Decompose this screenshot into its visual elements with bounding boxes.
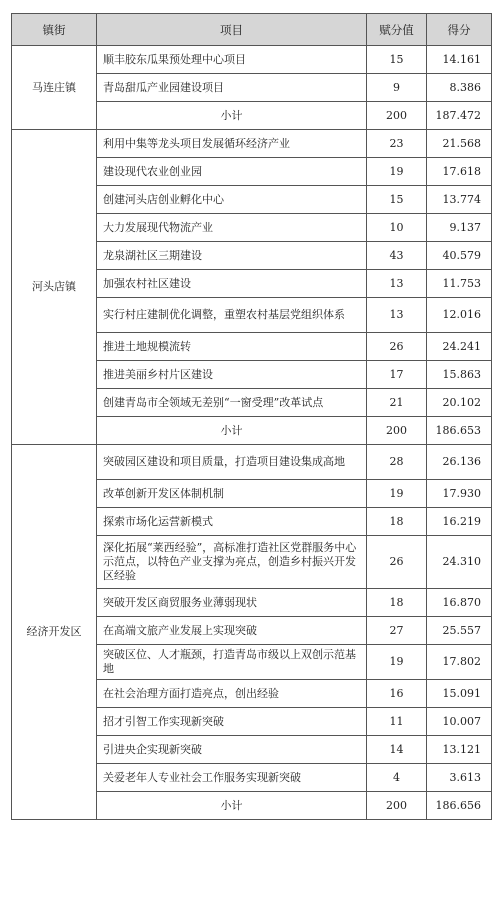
project-cell: 青岛甜瓜产业园建设项目 [97, 74, 367, 102]
project-cell: 突破开发区商贸服务业薄弱现状 [97, 589, 367, 617]
score-cell: 17 [367, 361, 427, 389]
project-cell: 推进美丽乡村片区建设 [97, 361, 367, 389]
project-cell: 建设现代农业创业园 [97, 158, 367, 186]
score-cell: 14 [367, 736, 427, 764]
project-cell: 实行村庄建制优化调整，重塑农村基层党组织体系 [97, 298, 367, 333]
subtotal-label: 小计 [97, 102, 367, 130]
header-project: 项目 [97, 14, 367, 46]
table-row [12, 130, 492, 158]
project-cell: 推进土地规模流转 [97, 333, 367, 361]
score-cell: 23 [367, 130, 427, 158]
project-cell: 引进央企实现新突破 [97, 736, 367, 764]
score-cell: 9 [367, 74, 427, 102]
subtotal-score: 200 [367, 417, 427, 445]
score-cell: 26 [367, 333, 427, 361]
score-cell: 28 [367, 445, 427, 480]
town-cell: 经济开发区 [12, 445, 97, 820]
score-cell: 19 [367, 645, 427, 680]
score-cell: 4 [367, 764, 427, 792]
got-cell: 12.016 [427, 298, 492, 333]
got-cell: 17.930 [427, 480, 492, 508]
project-cell: 突破园区建设和项目质量，打造项目建设集成高地 [97, 445, 367, 480]
got-cell: 26.136 [427, 445, 492, 480]
score-cell: 16 [367, 680, 427, 708]
subtotal-got: 186.656 [427, 792, 492, 820]
header-score: 赋分值 [367, 14, 427, 46]
got-cell: 11.753 [427, 270, 492, 298]
subtotal-score: 200 [367, 102, 427, 130]
score-cell: 10 [367, 214, 427, 242]
project-cell: 创建河头店创业孵化中心 [97, 186, 367, 214]
subtotal-label: 小计 [97, 417, 367, 445]
table-row [12, 445, 492, 480]
got-cell: 13.121 [427, 736, 492, 764]
project-cell: 在高端文旅产业发展上实现突破 [97, 617, 367, 645]
score-cell: 15 [367, 46, 427, 74]
got-cell: 16.219 [427, 508, 492, 536]
score-cell: 19 [367, 158, 427, 186]
got-cell: 3.613 [427, 764, 492, 792]
got-cell: 13.774 [427, 186, 492, 214]
got-cell: 14.161 [427, 46, 492, 74]
score-table-container [11, 13, 492, 820]
got-cell: 24.310 [427, 536, 492, 589]
got-cell: 15.091 [427, 680, 492, 708]
project-cell: 顺丰胶东瓜果预处理中心项目 [97, 46, 367, 74]
got-cell: 8.386 [427, 74, 492, 102]
got-cell: 24.241 [427, 333, 492, 361]
score-cell: 43 [367, 242, 427, 270]
got-cell: 25.557 [427, 617, 492, 645]
project-cell: 突破区位、人才瓶颈，打造青岛市级以上双创示范基地 [97, 645, 367, 680]
score-cell: 18 [367, 589, 427, 617]
got-cell: 10.007 [427, 708, 492, 736]
project-cell: 利用中集等龙头项目发展循环经济产业 [97, 130, 367, 158]
project-cell: 关爱老年人专业社会工作服务实现新突破 [97, 764, 367, 792]
project-cell: 加强农村社区建设 [97, 270, 367, 298]
project-cell: 改革创新开发区体制机制 [97, 480, 367, 508]
got-cell: 16.870 [427, 589, 492, 617]
header-row [12, 14, 492, 46]
score-cell: 21 [367, 389, 427, 417]
score-cell: 13 [367, 298, 427, 333]
got-cell: 9.137 [427, 214, 492, 242]
got-cell: 40.579 [427, 242, 492, 270]
got-cell: 17.618 [427, 158, 492, 186]
town-cell: 河头店镇 [12, 130, 97, 445]
project-cell: 大力发展现代物流产业 [97, 214, 367, 242]
subtotal-score: 200 [367, 792, 427, 820]
header-town: 镇街 [12, 14, 97, 46]
score-cell: 18 [367, 508, 427, 536]
score-table [11, 13, 492, 820]
table-row [12, 46, 492, 74]
subtotal-got: 186.653 [427, 417, 492, 445]
project-cell: 创建青岛市全领域无差别“一窗受理”改革试点 [97, 389, 367, 417]
got-cell: 15.863 [427, 361, 492, 389]
subtotal-got: 187.472 [427, 102, 492, 130]
score-cell: 15 [367, 186, 427, 214]
header-got: 得分 [427, 14, 492, 46]
project-cell: 招才引智工作实现新突破 [97, 708, 367, 736]
score-cell: 26 [367, 536, 427, 589]
got-cell: 21.568 [427, 130, 492, 158]
project-cell: 深化拓展“莱西经验”，高标准打造社区党群服务中心示范点，以特色产业支撑为亮点，创造乡村振兴开发区经验 [97, 536, 367, 589]
project-cell: 探索市场化运营新模式 [97, 508, 367, 536]
subtotal-label: 小计 [97, 792, 367, 820]
project-cell: 龙泉湖社区三期建设 [97, 242, 367, 270]
got-cell: 17.802 [427, 645, 492, 680]
score-cell: 19 [367, 480, 427, 508]
got-cell: 20.102 [427, 389, 492, 417]
town-cell: 马连庄镇 [12, 46, 97, 130]
score-cell: 27 [367, 617, 427, 645]
score-cell: 11 [367, 708, 427, 736]
project-cell: 在社会治理方面打造亮点，创出经验 [97, 680, 367, 708]
score-cell: 13 [367, 270, 427, 298]
